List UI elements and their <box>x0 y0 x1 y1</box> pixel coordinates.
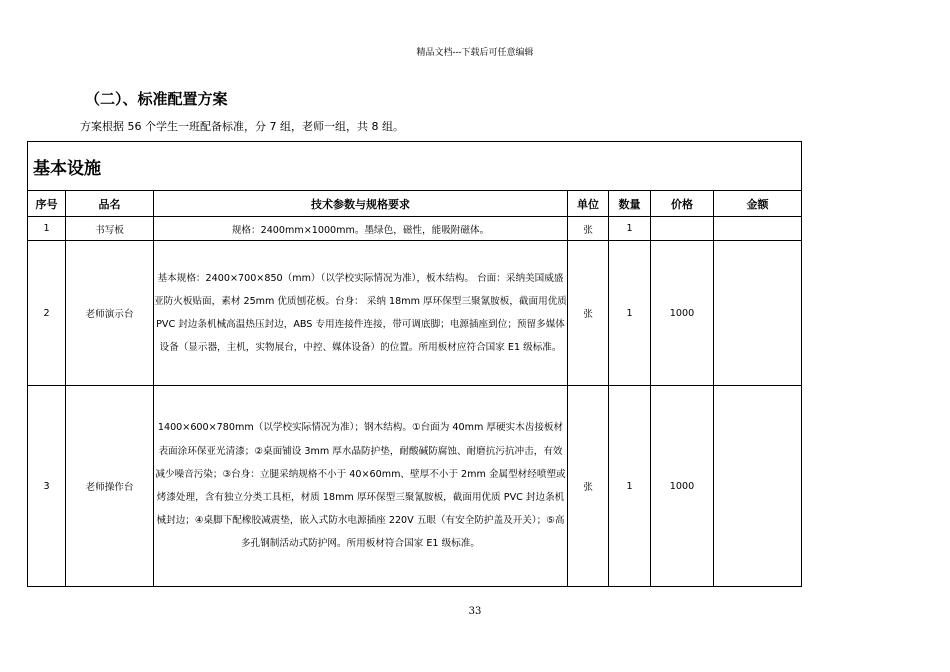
row-unit: 张 <box>568 386 609 587</box>
row-qty: 1 <box>609 386 651 587</box>
header-index: 序号 <box>28 191 66 217</box>
page-number: 33 <box>468 606 482 617</box>
header-qty: 数量 <box>609 191 651 217</box>
header-price: 价格 <box>651 191 714 217</box>
row-name: 老师演示台 <box>66 241 154 386</box>
row-index: 1 <box>28 217 66 241</box>
row-price: 1000 <box>651 386 714 587</box>
row-amount <box>714 217 802 241</box>
row-qty: 1 <box>609 241 651 386</box>
row-name: 老师操作台 <box>66 386 154 587</box>
row-spec: 1400×600×780mm（以学校实际情况为准）；钢木结构。①台面为 40mm 厚硬实木齿接板材表面涂环保亚光清漆；②桌面铺设 3mm 厚水晶防护垫，耐酸碱防腐蚀、耐磨抗污抗冲击，有效减少噪音污染；③台身：立腿采纳规格不小于 40×60mm、壁厚不小于 2mm 金属型材经喷塑或烤漆处理，含有独立分类工具柜，材质 18mm 厚环保型三聚氰胺板，截面用优质 PVC 封边条机械封边；④桌脚下配橡胶减震垫，嵌入式防水电源插座 220V 五眼（有安全防护盖及开关）；⑤高多孔钢制活动式防护网。所用板材符合国家 E1 级标准。 <box>154 386 568 587</box>
row-spec: 规格：2400mm×1000mm。墨绿色，磁性，能吸附磁体。 <box>154 217 568 241</box>
row-amount <box>714 241 802 386</box>
table-caption-cell <box>28 142 802 191</box>
header-amount: 金额 <box>714 191 802 217</box>
row-unit: 张 <box>568 217 609 241</box>
table-row <box>28 386 802 587</box>
row-unit: 张 <box>568 241 609 386</box>
page-header-note: 精品文档---下载后可任意编辑 <box>416 48 534 58</box>
configuration-table <box>27 141 802 587</box>
row-price: 1000 <box>651 241 714 386</box>
row-index: 2 <box>28 241 66 386</box>
header-name: 品名 <box>66 191 154 217</box>
table-header-row <box>28 191 802 217</box>
row-price <box>651 217 714 241</box>
table-row <box>28 217 802 241</box>
row-name: 书写板 <box>66 217 154 241</box>
row-qty: 1 <box>609 217 651 241</box>
table-row <box>28 241 802 386</box>
section-title: （二）、标准配置方案 <box>85 90 228 108</box>
row-amount <box>714 386 802 587</box>
row-index: 3 <box>28 386 66 587</box>
header-unit: 单位 <box>568 191 609 217</box>
table-caption: 基本设施 <box>33 158 101 179</box>
row-spec: 基本规格：2400×700×850（mm）（以学校实际情况为准），板木结构。 台面：采纳美国威盛亚防火板贴面，素材 25mm 优质刨花板。台身： 采纳 18mm 厚环保型三聚氰胺板，截面用优质 PVC 封边条机械高温热压封边，ABS 专用连接件连接，带可调底脚；电源插座到位；预留多媒体设备（显示器，主机，实物展台，中控、媒体设备）的位置。所用板材应符合国家 E1 级标准。 <box>154 241 568 386</box>
header-spec: 技术参数与规格要求 <box>154 191 568 217</box>
intro-paragraph: 方案根据 56 个学生一班配备标准，分 7 组，老师一组，共 8 组。 <box>80 120 404 133</box>
